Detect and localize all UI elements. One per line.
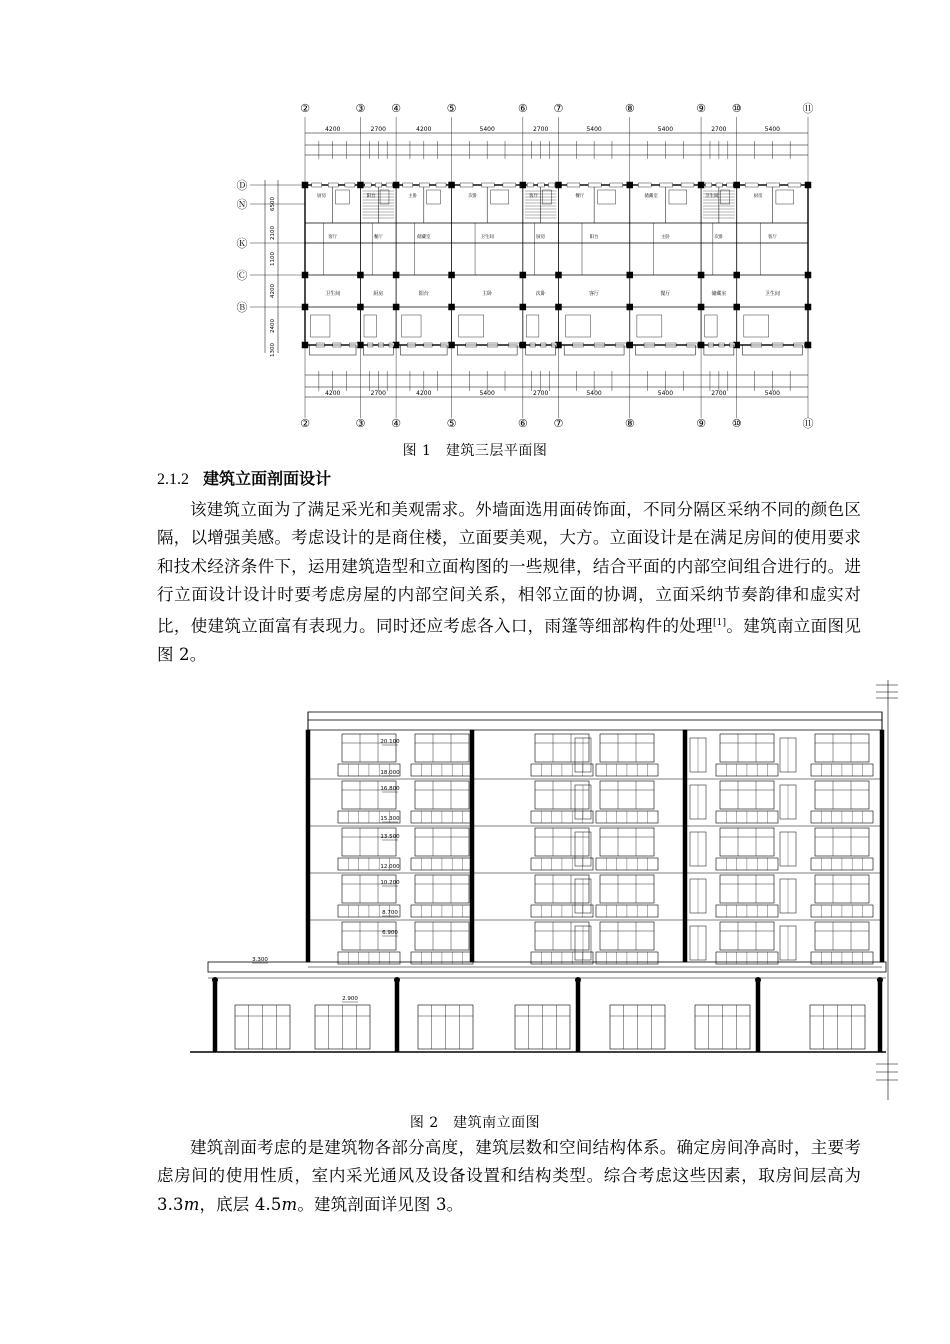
structural-column (302, 182, 308, 188)
citation-1[interactable]: [1] (713, 618, 727, 629)
structural-column (302, 272, 308, 278)
structural-column (805, 182, 811, 188)
fixture (744, 315, 769, 337)
structural-column (393, 304, 399, 310)
window (403, 183, 413, 187)
elevation-level-label: 13.500 (380, 834, 400, 840)
window-frame (720, 922, 774, 950)
fixture (776, 190, 794, 204)
room-label: 客厅 (767, 235, 777, 240)
fixture (598, 190, 616, 204)
plan-axis-labels-bottom (300, 417, 813, 430)
structural-column (449, 272, 455, 278)
section-heading (157, 466, 331, 489)
window-frame (415, 828, 469, 856)
axis-label-top: ⑨ (696, 102, 707, 115)
dimension-bottom: 5400 (764, 390, 780, 397)
tower-pilaster (470, 730, 474, 962)
dimension-top: 4200 (325, 126, 341, 133)
room-label: 厨房 (317, 194, 327, 199)
elevation-level-label: 2.900 (342, 996, 358, 1002)
room-label: 阳台 (589, 235, 599, 240)
structural-column (698, 342, 704, 348)
window (503, 183, 516, 187)
room-label: 阳台 (418, 291, 429, 297)
dimension-bottom: 4200 (325, 390, 341, 397)
dimension-left: 4200 (270, 284, 276, 298)
axis-label-left: Ⓒ (236, 269, 248, 282)
dimension-top: 5400 (764, 126, 780, 133)
elevation-level-label: 16.800 (380, 786, 400, 792)
dimension-top: 2700 (711, 126, 727, 133)
window (788, 183, 801, 187)
structural-column (698, 182, 704, 188)
axis-label-top: ⑩ (731, 102, 742, 115)
room-label: 主卧 (408, 194, 418, 199)
window (548, 183, 554, 187)
floor-plan-figure (230, 95, 830, 435)
roof-parapet (308, 712, 882, 720)
podium-column (878, 978, 882, 1052)
dimension-left: 2400 (270, 319, 276, 333)
window (419, 183, 429, 187)
window-frame (415, 781, 469, 809)
window-frame (415, 875, 469, 903)
structural-column (734, 182, 740, 188)
unit-m-2: m (281, 1194, 298, 1214)
fixture (311, 315, 330, 337)
elevation-level-label: 10.200 (380, 880, 400, 886)
window (745, 183, 758, 187)
structural-column (449, 182, 455, 188)
dimension-bottom: 4200 (416, 390, 432, 397)
structural-column (302, 342, 308, 348)
tower-pilaster (683, 730, 687, 962)
dimension-top: 5400 (586, 126, 602, 133)
axis-label-left: Ⓝ (236, 198, 248, 211)
structural-column (734, 304, 740, 310)
structural-column (698, 304, 704, 310)
axis-label-left: Ⓚ (236, 237, 248, 250)
room-label: 厨房 (536, 235, 546, 240)
room-label: 厨房 (373, 291, 384, 297)
room-label: 次卧 (468, 194, 478, 199)
window-frame (600, 828, 654, 856)
elevation-level-label: 20.100 (380, 739, 400, 745)
axis-label-top: ⑧ (624, 102, 635, 115)
window (767, 183, 780, 187)
dimension-bottom: 2700 (370, 390, 386, 397)
window-frame (600, 781, 654, 809)
fixture (491, 190, 509, 204)
fixture (335, 190, 349, 204)
structural-column (805, 342, 811, 348)
axis-label-bottom: ⑨ (696, 417, 707, 430)
dimension-top: 2700 (533, 126, 549, 133)
structural-column (627, 342, 633, 348)
structural-column (555, 272, 561, 278)
structural-column (393, 182, 399, 188)
elevation-level-label: 18.000 (380, 770, 400, 776)
column-cap (575, 977, 581, 983)
dimension-top: 2700 (370, 126, 386, 133)
plan-dimensions-top (305, 126, 808, 159)
axis-label-bottom: ④ (391, 417, 402, 430)
room-label: 卫生间 (325, 291, 341, 297)
fixture (526, 315, 538, 337)
structural-column (805, 272, 811, 278)
window-frame (415, 922, 469, 950)
fixture (364, 315, 376, 337)
window (481, 183, 494, 187)
axis-label-top: ② (300, 102, 310, 115)
plan-axis-labels-top (300, 102, 813, 115)
podium-column (213, 978, 217, 1052)
window (538, 183, 544, 187)
room-label: 餐厅 (660, 291, 671, 297)
structural-column (805, 304, 811, 310)
axis-label-top: ⑪ (802, 102, 814, 115)
plan-dimensions-bottom (305, 371, 808, 397)
dimension-top: 5400 (657, 126, 674, 133)
structural-column (393, 272, 399, 278)
structural-column (357, 304, 363, 310)
fixture (427, 190, 441, 204)
room-label: 卫生间 (705, 194, 719, 199)
axis-label-top: ⑤ (446, 102, 457, 115)
column-cap (755, 977, 761, 983)
axis-label-top: ⑥ (517, 102, 528, 115)
window (345, 183, 355, 187)
paragraph2-text-c: 。建筑剖面详见图 3。 (297, 1194, 464, 1214)
structural-column (627, 304, 633, 310)
window-frame (415, 734, 469, 762)
structural-column (357, 342, 363, 348)
unit-m-1: m (183, 1194, 200, 1214)
room-label: 餐厅 (575, 194, 585, 199)
room-label: 储藏室 (417, 235, 431, 240)
structural-column (449, 304, 455, 310)
window-frame (600, 875, 654, 903)
podium-column (576, 978, 580, 1052)
window (386, 183, 392, 187)
column-cap (212, 977, 218, 983)
axis-label-bottom: ⑧ (624, 417, 635, 430)
structural-column (520, 342, 526, 348)
tower-pilaster (306, 730, 310, 962)
elevation-level-label: 8.700 (382, 910, 398, 916)
room-label: 客厅 (529, 194, 539, 199)
room-label: 储藏室 (644, 194, 658, 199)
window-frame (815, 781, 869, 809)
window (527, 183, 533, 187)
window-frame (720, 828, 774, 856)
room-label: 客厅 (589, 291, 600, 297)
window-frame (600, 922, 654, 950)
column-cap (394, 977, 400, 983)
window (460, 183, 473, 187)
fixture (459, 315, 484, 337)
dimension-bottom: 5400 (479, 390, 495, 397)
room-label: 次卧 (714, 235, 724, 240)
window-frame (815, 828, 869, 856)
structural-column (555, 304, 561, 310)
window-frame (600, 734, 654, 762)
room-label: 客厅 (328, 235, 338, 240)
room-label: 厨房 (753, 194, 763, 199)
figure2-caption: 图 2 建筑南立面图 (409, 1115, 541, 1131)
structural-column (357, 182, 363, 188)
dimension-bottom: 5400 (657, 390, 674, 397)
room-label: 主卧 (482, 291, 493, 297)
axis-label-bottom: ⑤ (446, 417, 457, 430)
paragraph-section-design (157, 1134, 861, 1219)
window (375, 183, 381, 187)
structural-column (449, 342, 455, 348)
fixture (566, 315, 591, 337)
elevation-level-label: 12.000 (380, 864, 400, 870)
elevation-drawing (190, 680, 898, 1100)
window (328, 183, 338, 187)
elevation-level-label: 3.300 (252, 957, 268, 963)
structural-column (302, 304, 308, 310)
structural-column (734, 272, 740, 278)
axis-label-bottom: ⑦ (553, 417, 564, 430)
fixture (705, 315, 717, 337)
paragraph1-text: 该建筑立面为了满足采光和美观需求。外墙面选用面砖饰面，不同分隔区采纳不同的颜色区隔，以增强美感。考虑设计的是商住楼，立面要美观，大方。立面设计是在满足房间的使用要求和技术经济条件下，运用建筑造型和立面构图的一些规律，结合平面的内部空间组合进行的。进行立面设计设计时要考虑房屋的内部空间关系，相邻立面的协调，立面采纳节奏韵律和虚实对比，使建筑立面富有表现力。同时还应考虑各入口，雨篷等细部构件的处理 (157, 500, 861, 636)
room-label: 储藏室 (711, 291, 727, 297)
dimension-top: 5400 (479, 126, 495, 133)
axis-label-bottom: ③ (355, 417, 366, 430)
axis-label-bottom: ⑪ (802, 417, 814, 430)
fixture (669, 190, 687, 204)
dimension-left: 1300 (270, 343, 276, 357)
paragraph1-tail: 。建筑南立面图见图 2。 (157, 616, 862, 664)
window (567, 183, 580, 187)
room-label: 主卧 (660, 235, 670, 240)
podium-column (395, 978, 399, 1052)
room-label: 阳台 (366, 194, 376, 199)
window-frame (815, 734, 869, 762)
axis-label-bottom: ⑩ (731, 417, 742, 430)
room-label: 次卧 (535, 291, 546, 297)
fixture (402, 315, 421, 337)
window (588, 183, 601, 187)
paragraph2-text-a: 建筑剖面考虑的是建筑物各部分高度，建筑层数和空间结构体系。确定房间净高时，主要考虑房间的使用性质，室内采光通风及设备设置和结构类型。综合考虑这些因素，取房间层高为 3.3 (157, 1138, 861, 1214)
plan-dimensions-left (265, 180, 278, 357)
window-frame (815, 922, 869, 950)
elevation-figure (190, 680, 900, 1100)
section-title: 建筑立面剖面设计 (203, 469, 332, 488)
axis-label-bottom: ② (300, 417, 310, 430)
axis-label-top: ④ (391, 102, 402, 115)
tower-pilaster (880, 730, 884, 962)
window (660, 183, 673, 187)
structural-column (520, 272, 526, 278)
elevation-level-labels (252, 739, 400, 1002)
window (312, 183, 322, 187)
window-frame (342, 828, 396, 856)
window (365, 183, 371, 187)
structural-column (555, 182, 561, 188)
window (727, 183, 733, 187)
window (716, 183, 722, 187)
window-frame (815, 875, 869, 903)
structural-column (520, 304, 526, 310)
axis-label-left: Ⓑ (236, 301, 248, 314)
structural-column (627, 272, 633, 278)
structural-column (698, 272, 704, 278)
paragraph-elevation-design (157, 496, 861, 669)
dimension-left: 1100 (270, 252, 276, 266)
axis-label-left: Ⓓ (236, 179, 248, 192)
dimension-bottom: 2700 (711, 390, 727, 397)
room-label: 餐厅 (373, 235, 383, 240)
elevation-level-label: 6.900 (382, 930, 398, 936)
window (705, 183, 711, 187)
dimension-top: 4200 (416, 126, 432, 133)
axis-label-bottom: ⑥ (517, 417, 528, 430)
dimension-left: 6500 (270, 197, 276, 211)
podium-column (756, 978, 760, 1052)
structural-column (357, 272, 363, 278)
room-label: 卫生间 (480, 235, 494, 240)
dimension-left: 2100 (270, 226, 276, 240)
window-frame (720, 781, 774, 809)
window (610, 183, 623, 187)
structural-column (627, 182, 633, 188)
fixture (637, 315, 662, 337)
column-cap (877, 977, 883, 983)
paragraph2-text-b: ，底层 4.5 (199, 1194, 282, 1214)
window-frame (720, 875, 774, 903)
elevation-level-label: 15.300 (380, 816, 400, 822)
window-frame (720, 734, 774, 762)
plan-room-labels (317, 192, 780, 297)
section-number: 2.1.2 (157, 471, 189, 488)
window (436, 183, 446, 187)
structural-column (520, 182, 526, 188)
figure1-caption: 图 1 建筑三层平面图 (402, 443, 548, 459)
room-label: 卫生间 (764, 291, 780, 297)
dimension-bottom: 2700 (533, 390, 549, 397)
window (638, 183, 651, 187)
dimension-bottom: 5400 (586, 390, 602, 397)
window (681, 183, 694, 187)
axis-label-top: ⑦ (553, 102, 564, 115)
axis-label-top: ③ (355, 102, 366, 115)
